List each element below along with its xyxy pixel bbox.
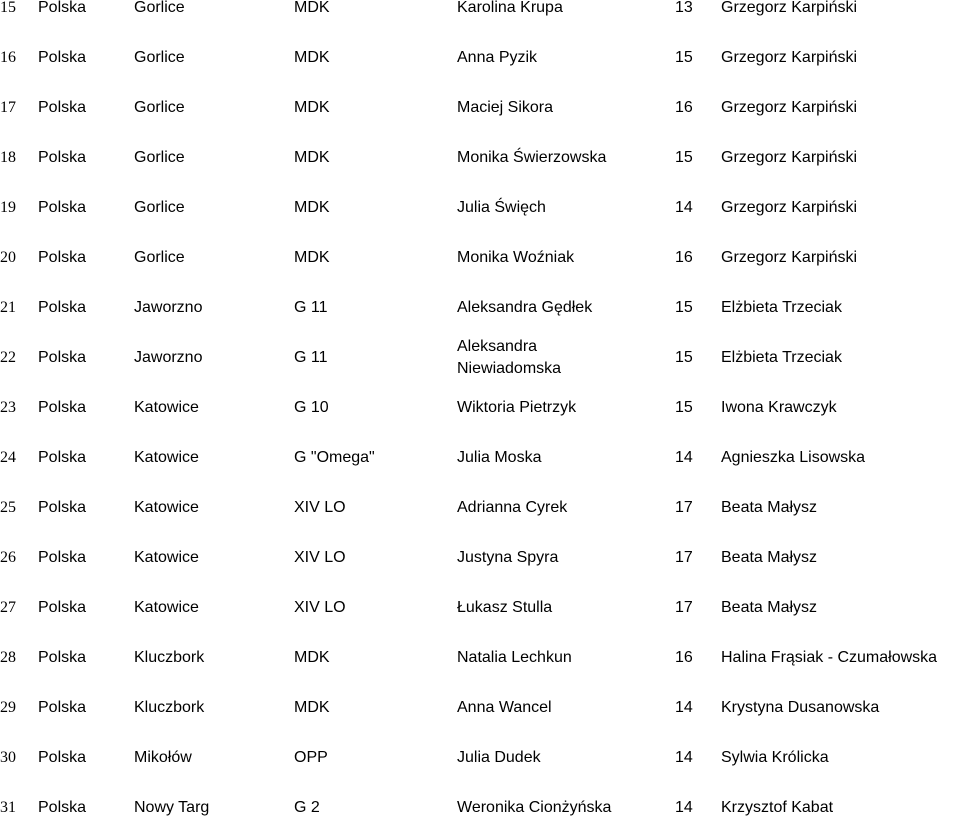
teacher-cell: Grzegorz Karpiński	[721, 99, 858, 116]
participant-name-cell: Justyna Spyra	[457, 549, 559, 566]
row-number: 16	[0, 49, 16, 66]
row-number: 29	[0, 699, 16, 716]
school-cell: MDK	[294, 0, 330, 16]
age-cell: 14	[675, 449, 693, 466]
table-row	[0, 633, 960, 683]
country-cell: Polska	[38, 599, 87, 616]
participant-name-cell: Maciej Sikora	[457, 99, 554, 116]
country-cell: Polska	[38, 49, 87, 66]
city-cell: Gorlice	[134, 49, 185, 66]
country-cell: Polska	[38, 99, 87, 116]
age-cell: 16	[675, 249, 693, 266]
teacher-cell: Agnieszka Lisowska	[721, 449, 866, 466]
participant-name-cell: Julia Moska	[457, 449, 542, 466]
age-cell: 14	[675, 799, 693, 816]
table-row	[0, 233, 960, 283]
participant-name-cell: Monika Woźniak	[457, 249, 575, 266]
table-row	[0, 283, 960, 333]
age-cell: 13	[675, 0, 693, 16]
age-cell: 17	[675, 599, 693, 616]
participant-name-cell: Aleksandra Niewiadomska	[457, 338, 562, 377]
school-cell: XIV LO	[294, 499, 346, 516]
teacher-cell: Elżbieta Trzeciak	[721, 299, 842, 316]
table-row	[0, 33, 960, 83]
country-cell: Polska	[38, 349, 87, 366]
row-number: 19	[0, 199, 16, 216]
country-cell: Polska	[38, 699, 87, 716]
school-cell: MDK	[294, 99, 330, 116]
age-cell: 15	[675, 149, 693, 166]
row-number: 25	[0, 499, 16, 516]
teacher-cell: Grzegorz Karpiński	[721, 0, 858, 16]
row-number: 27	[0, 599, 16, 616]
school-cell: XIV LO	[294, 599, 346, 616]
school-cell: MDK	[294, 49, 330, 66]
country-cell: Polska	[38, 449, 87, 466]
country-cell: Polska	[38, 199, 87, 216]
teacher-cell: Sylwia Królicka	[721, 749, 829, 766]
table-row	[0, 133, 960, 183]
country-cell: Polska	[38, 249, 87, 266]
country-cell: Polska	[38, 399, 87, 416]
table-row	[0, 333, 960, 383]
city-cell: Kluczbork	[134, 649, 205, 666]
country-cell: Polska	[38, 0, 87, 16]
table-row	[0, 183, 960, 233]
participant-name-cell: Karolina Krupa	[457, 0, 563, 16]
school-cell: MDK	[294, 649, 330, 666]
city-cell: Gorlice	[134, 249, 185, 266]
city-cell: Katowice	[134, 449, 199, 466]
table-row	[0, 583, 960, 633]
participant-name-cell: Weronika Cionżyńska	[457, 799, 612, 816]
school-cell: G 10	[294, 399, 329, 416]
teacher-cell: Krzysztof Kabat	[721, 799, 834, 816]
teacher-cell: Iwona Krawczyk	[721, 399, 837, 416]
teacher-cell: Grzegorz Karpiński	[721, 199, 858, 216]
city-cell: Kluczbork	[134, 699, 205, 716]
participant-name-cell: Łukasz Stulla	[457, 599, 553, 616]
participant-name-cell: Anna Wancel	[457, 699, 552, 716]
school-cell: MDK	[294, 699, 330, 716]
row-number: 28	[0, 649, 16, 666]
table-row	[0, 533, 960, 583]
teacher-cell: Grzegorz Karpiński	[721, 249, 858, 266]
school-cell: XIV LO	[294, 549, 346, 566]
row-number: 18	[0, 149, 16, 166]
table-row	[0, 733, 960, 783]
age-cell: 15	[675, 299, 693, 316]
school-cell: OPP	[294, 749, 328, 766]
table-row	[0, 483, 960, 533]
row-number: 26	[0, 549, 16, 566]
age-cell: 17	[675, 549, 693, 566]
city-cell: Katowice	[134, 599, 199, 616]
participant-name-cell: Anna Pyzik	[457, 49, 538, 66]
row-number: 22	[0, 349, 16, 366]
row-number: 21	[0, 299, 16, 316]
teacher-cell: Beata Małysz	[721, 499, 818, 516]
school-cell: G 11	[294, 299, 328, 316]
teacher-cell: Beata Małysz	[721, 549, 818, 566]
city-cell: Gorlice	[134, 99, 185, 116]
city-cell: Katowice	[134, 499, 199, 516]
school-cell: MDK	[294, 199, 330, 216]
country-cell: Polska	[38, 299, 87, 316]
school-cell: G "Omega"	[294, 449, 375, 466]
teacher-cell: Grzegorz Karpiński	[721, 49, 858, 66]
teacher-cell: Elżbieta Trzeciak	[721, 349, 842, 366]
teacher-cell: Beata Małysz	[721, 599, 818, 616]
table-row	[0, 0, 960, 33]
city-cell: Mikołów	[134, 749, 192, 766]
row-number: 23	[0, 399, 16, 416]
country-cell: Polska	[38, 649, 87, 666]
city-cell: Gorlice	[134, 0, 185, 16]
teacher-cell: Krystyna Dusanowska	[721, 699, 880, 716]
country-cell: Polska	[38, 799, 87, 816]
city-cell: Gorlice	[134, 199, 185, 216]
city-cell: Katowice	[134, 549, 199, 566]
row-number: 31	[0, 799, 16, 816]
age-cell: 16	[675, 649, 693, 666]
table-row	[0, 683, 960, 733]
teacher-cell: Grzegorz Karpiński	[721, 149, 858, 166]
city-cell: Jaworzno	[134, 299, 203, 316]
country-cell: Polska	[38, 549, 87, 566]
participant-name-cell: Julia Dudek	[457, 749, 541, 766]
age-cell: 15	[675, 349, 693, 366]
table-row	[0, 83, 960, 133]
participant-name-cell: Aleksandra Gędłek	[457, 299, 593, 316]
age-cell: 14	[675, 699, 693, 716]
table-row	[0, 383, 960, 433]
country-cell: Polska	[38, 499, 87, 516]
participant-name-cell: Julia Święch	[457, 199, 546, 216]
school-cell: G 2	[294, 799, 320, 816]
city-cell: Nowy Targ	[134, 799, 210, 816]
participant-name-cell: Adrianna Cyrek	[457, 499, 568, 516]
row-number: 30	[0, 749, 16, 766]
age-cell: 14	[675, 199, 693, 216]
age-cell: 15	[675, 49, 693, 66]
row-number: 15	[0, 0, 16, 16]
school-cell: MDK	[294, 149, 330, 166]
age-cell: 15	[675, 399, 693, 416]
age-cell: 16	[675, 99, 693, 116]
country-cell: Polska	[38, 749, 87, 766]
city-cell: Jaworzno	[134, 349, 203, 366]
row-number: 20	[0, 249, 16, 266]
table-row	[0, 783, 960, 833]
participant-name-cell: Monika Świerzowska	[457, 149, 607, 166]
school-cell: MDK	[294, 249, 330, 266]
city-cell: Gorlice	[134, 149, 185, 166]
table-row	[0, 433, 960, 483]
participant-name-cell: Natalia Lechkun	[457, 649, 572, 666]
city-cell: Katowice	[134, 399, 199, 416]
row-number: 17	[0, 99, 16, 116]
row-number: 24	[0, 449, 16, 466]
participant-name-cell: Wiktoria Pietrzyk	[457, 399, 577, 416]
teacher-cell: Halina Frąsiak - Czumałowska	[721, 649, 938, 666]
country-cell: Polska	[38, 149, 87, 166]
school-cell: G 11	[294, 349, 328, 366]
age-cell: 14	[675, 749, 693, 766]
age-cell: 17	[675, 499, 693, 516]
